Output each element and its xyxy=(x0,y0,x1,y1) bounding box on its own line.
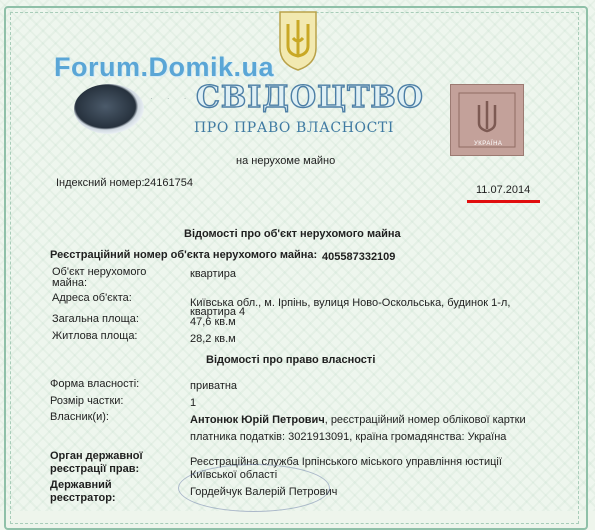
ownership-form-value: приватна xyxy=(190,380,238,392)
object-value: квартира xyxy=(190,268,236,280)
owner-line-1 xyxy=(190,414,526,426)
share-label: Розмір частки: xyxy=(50,395,124,407)
registrar-value: Гордейчук Валерій Петрович xyxy=(190,486,338,498)
owner-label: Власник(и): xyxy=(50,411,109,423)
certificate-title: СВІДОЦТВО xyxy=(196,80,424,115)
object-kind-heading: на нерухоме майно xyxy=(236,155,336,167)
index-number-label: Індексний номер: xyxy=(56,177,145,189)
owner-line-1-rest: , реєстраційний номер облікової картки xyxy=(324,414,526,426)
authority-line-2: Київської області xyxy=(190,469,278,481)
total-area-label: Загальна площа: xyxy=(52,313,139,325)
ownership-section-heading: Відомості про право власності xyxy=(206,354,376,366)
issue-date: 11.07.2014 xyxy=(476,184,531,196)
ownership-form-label: Форма власності: xyxy=(50,378,140,390)
address-line-2: квартира 4 xyxy=(190,306,246,318)
authority-label-line-1: Орган державної xyxy=(50,450,143,462)
watermark-text: Forum.Domik.ua xyxy=(54,52,275,82)
signature-stroke xyxy=(178,464,330,512)
owner-line-2: платника податків: 3021913091, країна громадянства: Україна xyxy=(190,431,507,443)
address-label: Адреса об'єкта: xyxy=(52,292,132,304)
certificate-subtitle: ПРО ПРАВО ВЛАСНОСТІ xyxy=(194,120,394,136)
authority-line-1: Реєстраційна служба Ірпінського міського управління юстиції xyxy=(190,456,502,468)
owner-name: Антонюк Юрій Петрович xyxy=(190,414,325,426)
share-value: 1 xyxy=(190,397,197,409)
decorative-dots: · · · · xyxy=(150,94,210,103)
registrar-label-line-1: Державний xyxy=(50,479,112,491)
index-number-value: 24161754 xyxy=(144,177,193,189)
living-area-label: Житлова площа: xyxy=(52,330,138,342)
object-label-line-1: Об'єкт нерухомого xyxy=(52,266,147,278)
address-line-1: Київська обл., м. Ірпінь, вулиця Ново-Оскольська, будинок 1-л, xyxy=(190,297,511,309)
reg-number-label: Реєстраційний номер об'єкта нерухомого майна: xyxy=(50,249,318,261)
hologram-map-icon xyxy=(74,84,144,134)
object-label-line-2: майна: xyxy=(52,277,88,289)
reg-number-value: 405587332109 xyxy=(322,251,396,263)
authority-label-line-2: реєстрації прав: xyxy=(50,463,140,475)
date-underline xyxy=(467,200,540,203)
living-area-value: 28,2 кв.м xyxy=(190,333,236,345)
registrar-label-line-2: реєстратор: xyxy=(50,492,116,504)
total-area-value: 47,6 кв.м xyxy=(190,316,236,328)
object-section-heading: Відомості про об'єкт нерухомого майна xyxy=(184,228,401,240)
stamp-label: УКРАЇНА xyxy=(474,141,503,147)
trident-emblem-icon xyxy=(276,8,320,74)
